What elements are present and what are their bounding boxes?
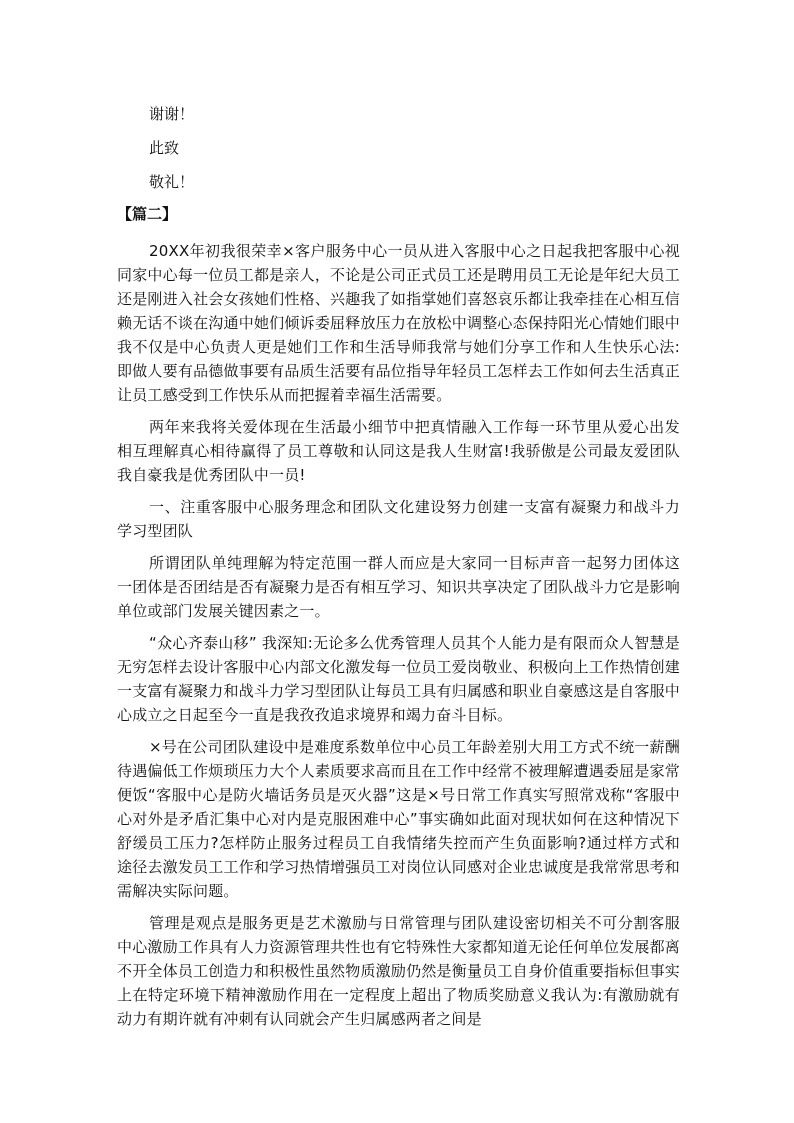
paragraph-7: 管理是观点是服务更是艺术激励与日常管理与团队建设密切相关不可分割客服中心激励工作具有人力资源管理共性也有它特殊性大家都知道无论任何单位发展都离不开全体员工创造力和积极性虽然物质激励仍然是衡量员工自身价值重要指标但事实上在特定环境下精神激励作用在一定程度上超出了物质奖励意义我认为:有激励就有动力有期许就有冲刺有认同就会产生归属感两者之间是 bbox=[117, 914, 680, 1028]
thanks-line: 谢谢！ bbox=[149, 105, 195, 123]
paragraph-1: 20XX年初我很荣幸×客户服务中心一员从进入客服中心之日起我把客服中心视同家中心每一位员工都是亲人，不论是公司正式员工还是聘用员工无论是年纪大员工还是刚进入社会女孩她们性格、兴趣我了如指掌她们喜怒哀乐都让我牵挂在心相互信赖无话不谈在沟通中她们倾诉委屈释放压力在放松中调整心态保持阳光心情她们眼中我不仅是中心负责人更是她们工作和生活导师我常与她们分享工作和人生快乐心法:即做人要有品德做事要有品质生活要有品位指导年轻员工怎样去工作如何去生活真正让员工感受到工作快乐从而把握着幸福生活需要。 bbox=[117, 242, 680, 404]
paragraph-3: 一、注重客服中心服务理念和团队文化建设努力创建一支富有凝聚力和战斗力学习型团队 bbox=[117, 498, 680, 540]
letter-closing bbox=[117, 97, 680, 199]
paragraph-4: 所谓团队单纯理解为特定范围一群人而应是大家同一目标声音一起努力团体这一团体是否团结是否有凝聚力是否有相互学习、知识共享决定了团队战斗力它是影响单位或部门发展关键因素之一。 bbox=[117, 554, 680, 620]
article-body bbox=[117, 239, 680, 1031]
regards-line: 敬礼！ bbox=[149, 173, 195, 191]
paragraph-2: 两年来我将关爱体现在生活最小细节中把真情融入工作每一环节里从爱心出发相互理解真心相待赢得了员工尊敬和认同这是我人生财富!我骄傲是公司最友爱团队我自豪我是优秀团队中一员! bbox=[117, 418, 680, 484]
paragraph-5: “众心齐泰山移” 我深知:无论多么优秀管理人员其个人能力是有限而众人智慧是无穷怎样去设计客服中心内部文化激发每一位员工爱岗敬业、积极向上工作热情创建一支富有凝聚力和战斗力学习型团队让每员工具有归属感和职业自豪感这是自客服中心成立之日起至今一直是我孜孜追求境界和竭力奋斗目标。 bbox=[117, 634, 680, 724]
section-heading: 【篇二】 bbox=[117, 205, 178, 223]
paragraph-6: ×号在公司团队建设中是难度系数单位中心员工年龄差别大用工方式不统一薪酬待遇偏低工作烦琐压力大个人素质要求高而且在工作中经常不被理解遭遇委屈是家常便饭“客服中心是防火墙话务员是灭火器”这是×号日常工作真实写照常戏称“客服中心对外是矛盾汇集中心对内是克服困难中心”事实确如此面对现状如何在这种情况下舒缓员工压力?怎样防止服务过程员工自我情绪失控而产生负面影响?通过样方式和途径去激发员工工作和学习热情增强员工对岗位认同感对企业忠诚度是我常常思考和需解决实际问题。 bbox=[117, 738, 680, 900]
salutation-line: 此致 bbox=[149, 139, 180, 157]
